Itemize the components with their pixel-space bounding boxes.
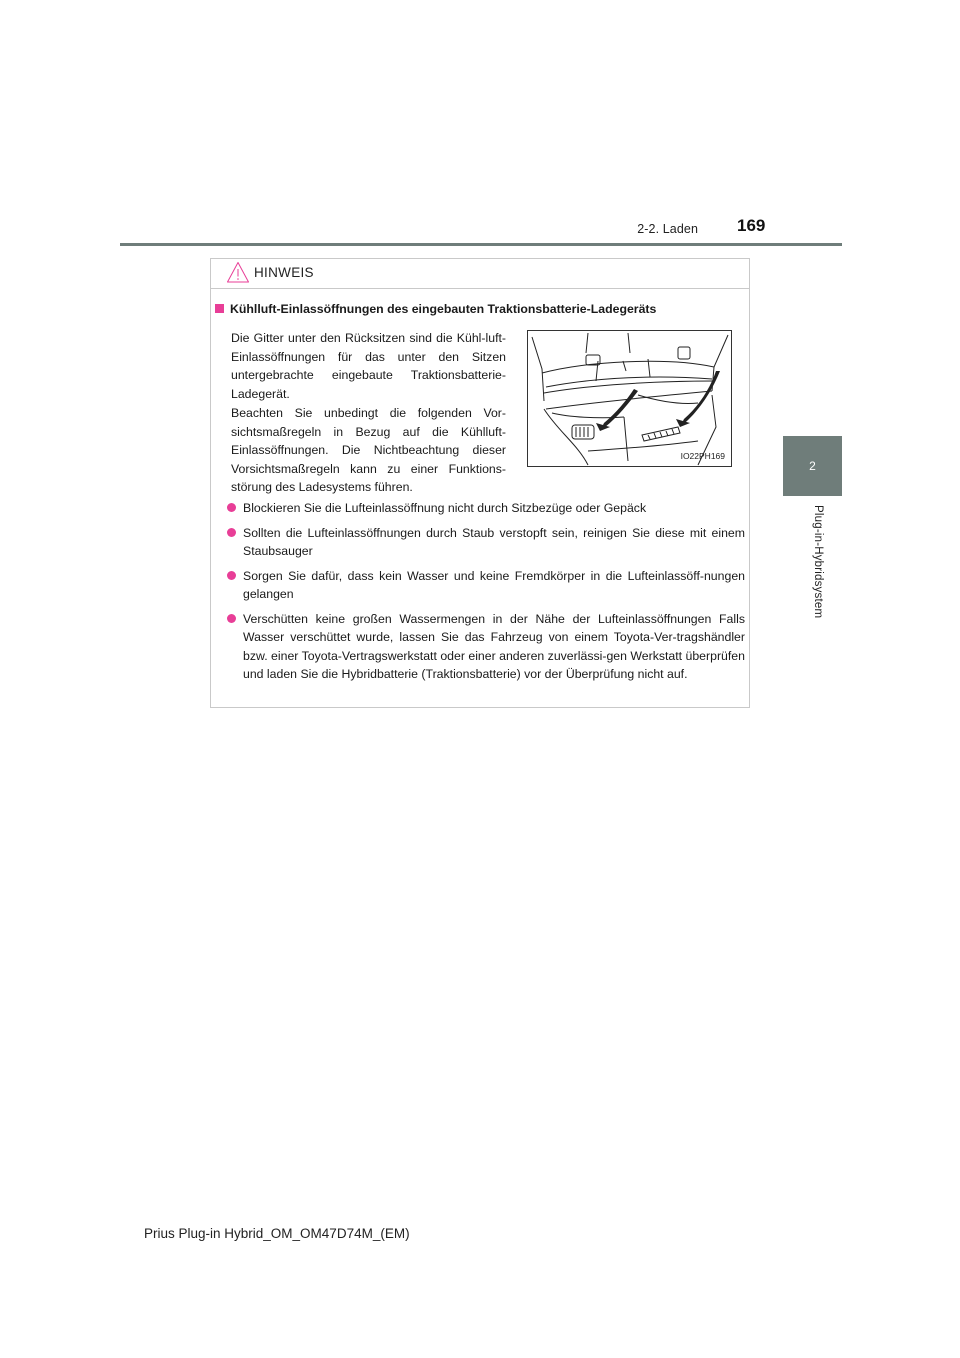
list-item: Blockieren Sie die Lufteinlassöffnung nicht durch Sitzbezüge oder Gepäck (227, 499, 745, 518)
intro-paragraph: Die Gitter unter den Rücksitzen sind die Kühl-luft-Einlassöffnungen für das unter den Sitzen untergebrachte eingebaute Traktionsbatterie-Ladegerät. (231, 331, 506, 401)
precaution-list (227, 499, 745, 690)
round-bullet-icon (227, 503, 236, 512)
round-bullet-icon (227, 571, 236, 580)
section-heading (215, 302, 745, 316)
notice-title: HINWEIS (254, 265, 314, 280)
notice-header (211, 259, 749, 289)
notice-box (210, 258, 750, 708)
section-heading-text: Kühlluft-Einlassöffnungen des eingebauten Traktionsbatterie-Ladegeräts (230, 302, 657, 316)
list-item: Sollten die Lufteinlassöffnungen durch Staub verstopft sein, reinigen Sie diese mit einem Staubsauger (227, 524, 745, 561)
seat-vent-drawing (528, 331, 731, 466)
footer-document-id: Prius Plug-in Hybrid_OM_OM47D74M_(EM) (144, 1226, 410, 1241)
list-item: Verschütten keine großen Wassermengen in der Nähe der Lufteinlassöffnungen Falls Wasser verschüttet wurde, lassen Sie das Fahrzeug von einem Toyota-Ver-tragshändler bzw. einer Toyota-Vertragswerkstatt oder einer anderen zuverlässi-gen Werkstatt überprüfen und laden Sie die Hybridbatterie (Traktionsbatterie) vor der Überprüfung nicht auf. (227, 610, 745, 684)
list-item: Sorgen Sie dafür, dass kein Wasser und keine Fremdkörper in die Lufteinlassöff-nungen gelangen (227, 567, 745, 604)
figure-code: IO22PH169 (680, 451, 725, 461)
warning-triangle-icon (226, 261, 250, 289)
section-title: 2-2. Laden (637, 222, 698, 236)
page-number: 169 (737, 216, 766, 235)
chapter-tab[interactable] (783, 436, 842, 496)
round-bullet-icon (227, 614, 236, 623)
rear-seat-illustration (527, 330, 732, 467)
chapter-title: Plug-in-Hybridsystem (812, 505, 824, 619)
header-divider (120, 243, 842, 246)
square-bullet-icon (215, 304, 224, 313)
round-bullet-icon (227, 528, 236, 537)
chapter-number: 2 (809, 459, 816, 473)
precaution-paragraph: Beachten Sie unbedingt die folgenden Vor-sichtsmaßregeln in Bezug auf die Kühlluft-Einlassöffnungen. Die Nichtbeachtung dieser Vorsichtsmaßregeln kann zu einer Funktions-störung des Ladesystems führen. (231, 406, 506, 494)
